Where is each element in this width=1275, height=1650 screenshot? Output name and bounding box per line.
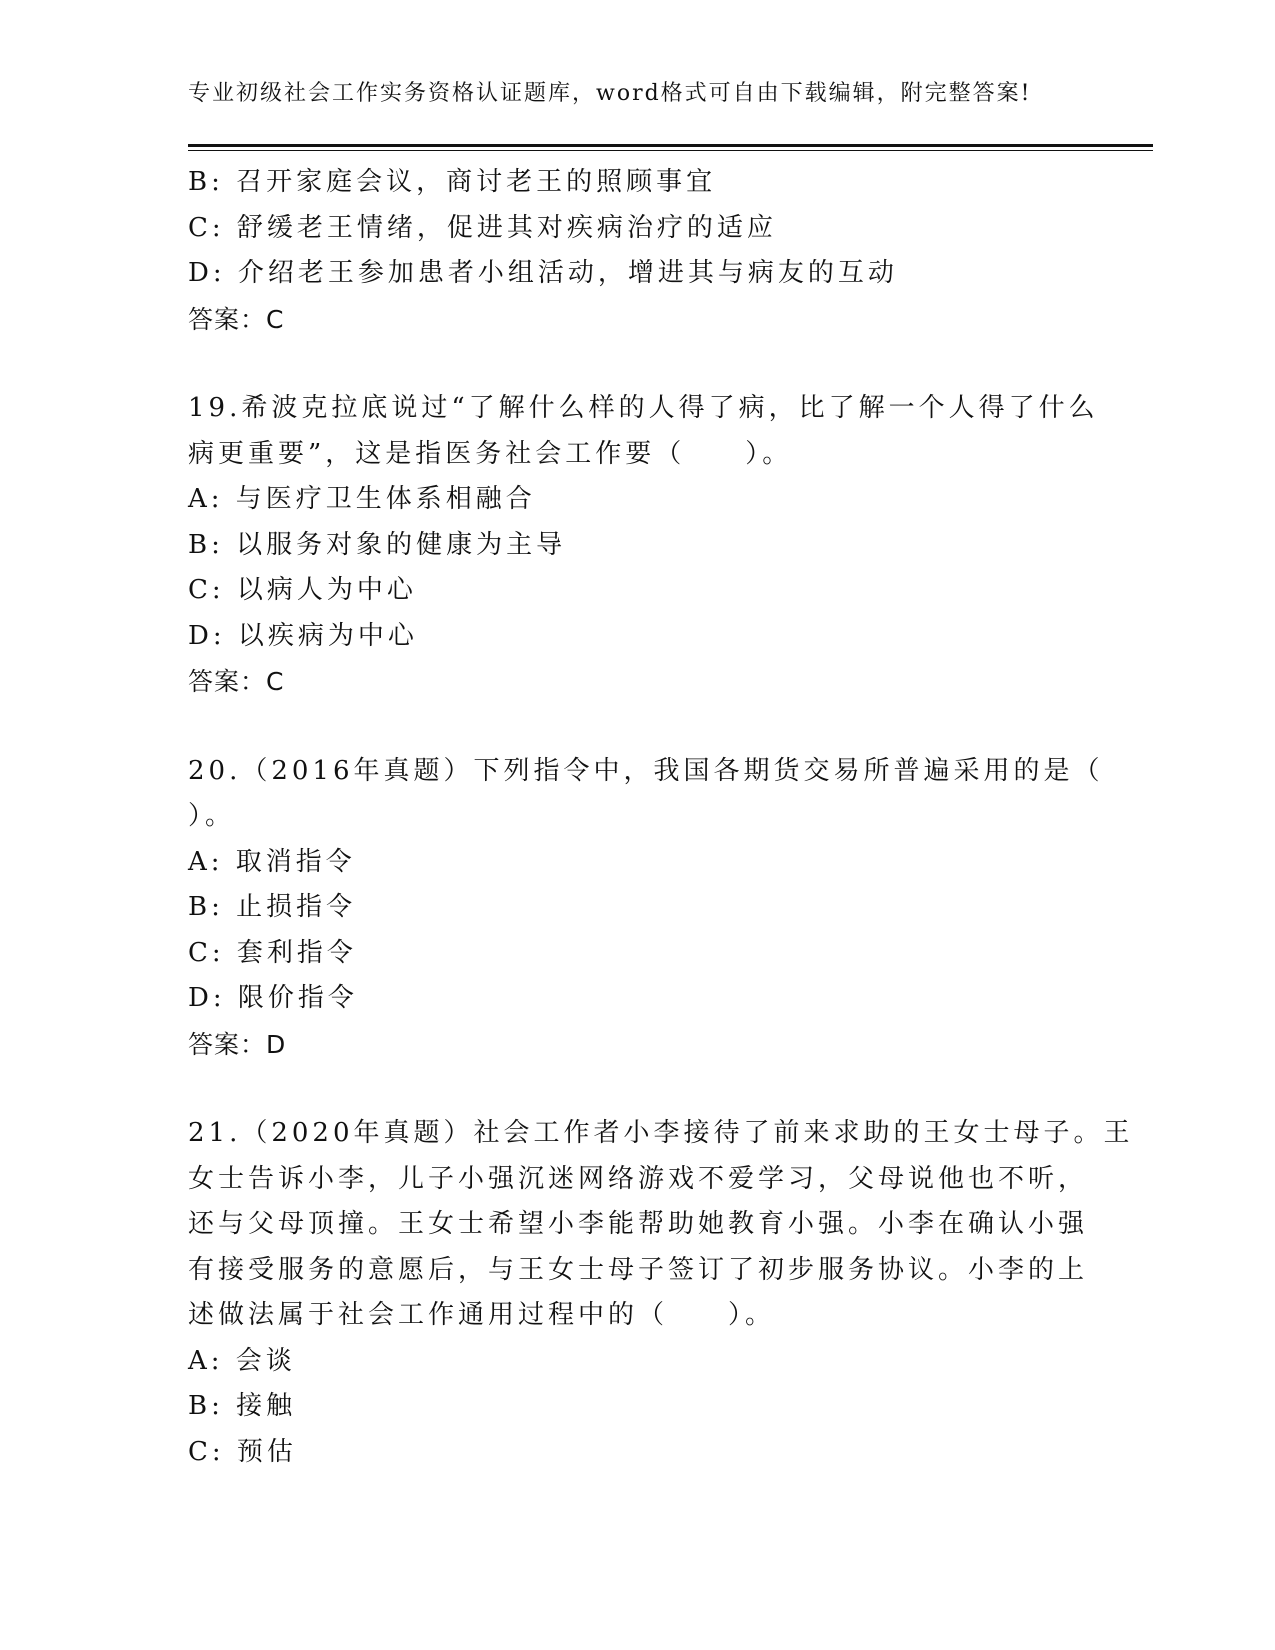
spacer <box>188 705 1078 749</box>
question-text-line: 病更重要”，这是指医务社会工作要（ ）。 <box>188 438 793 469</box>
question-block <box>188 160 1078 342</box>
page-header: 专业初级社会工作实务资格认证题库，word格式可自由下载编辑，附完整答案! <box>188 81 1032 106</box>
option-b: B: 以服务对象的健康为主导 <box>188 529 567 560</box>
option-c: C: 套利指令 <box>188 937 357 968</box>
question-text-line: 还与父母顶撞。王女士希望小李能帮助她教育小强。小李在确认小强 <box>188 1209 1089 1239</box>
answer-line: 答案：C <box>188 667 285 696</box>
question-block <box>188 1111 1134 1475</box>
option-a: A: 会谈 <box>188 1345 296 1376</box>
question-block <box>188 749 1104 1068</box>
spacer <box>188 1067 1078 1111</box>
header-rule-thin <box>188 150 1153 151</box>
option-d: D: 介绍老王参加患者小组活动，增进其与病友的互动 <box>188 258 898 288</box>
question-text-line: 有接受服务的意愿后，与王女士母子签订了初步服务协议。小李的上 <box>188 1254 1089 1285</box>
question-block <box>188 386 1099 705</box>
option-a: A: 取消指令 <box>188 846 356 877</box>
option-b: B: 止损指令 <box>188 892 357 922</box>
question-text-line: 19.希波克拉底说过“了解什么样的人得了病，比了解一个人得了什么 <box>188 393 1099 423</box>
question-list <box>188 160 1134 1475</box>
option-d: D: 限价指令 <box>188 983 358 1013</box>
option-c: C: 以病人为中心 <box>188 575 417 605</box>
question-text-line: ）。 <box>188 801 236 831</box>
question-text-line: 女士告诉小李，儿子小强沉迷网络游戏不爱学习，父母说他也不听， <box>188 1163 1089 1194</box>
question-text-line: 20.（2016年真题）下列指令中，我国各期货交易所普遍采用的是（ <box>188 755 1104 786</box>
option-b: B: 召开家庭会议，商讨老王的照顾事宜 <box>188 167 717 197</box>
option-c: C: 舒缓老王情绪，促进其对疾病治疗的适应 <box>188 212 777 243</box>
question-text-line: 21.（2020年真题）社会工作者小李接待了前来求助的王女士母子。王 <box>188 1118 1134 1148</box>
option-d: D: 以疾病为中心 <box>188 620 418 651</box>
question-text-line: 述做法属于社会工作通用过程中的（ ）。 <box>188 1300 776 1330</box>
spacer <box>188 342 1078 386</box>
option-b: B: 接触 <box>188 1391 297 1421</box>
answer-line: 答案：C <box>188 304 285 334</box>
answer-line: 答案：D <box>188 1029 287 1059</box>
header-rule-thick <box>188 144 1153 147</box>
option-c: C: 预估 <box>188 1436 297 1467</box>
option-a: A: 与医疗卫生体系相融合 <box>188 484 536 514</box>
